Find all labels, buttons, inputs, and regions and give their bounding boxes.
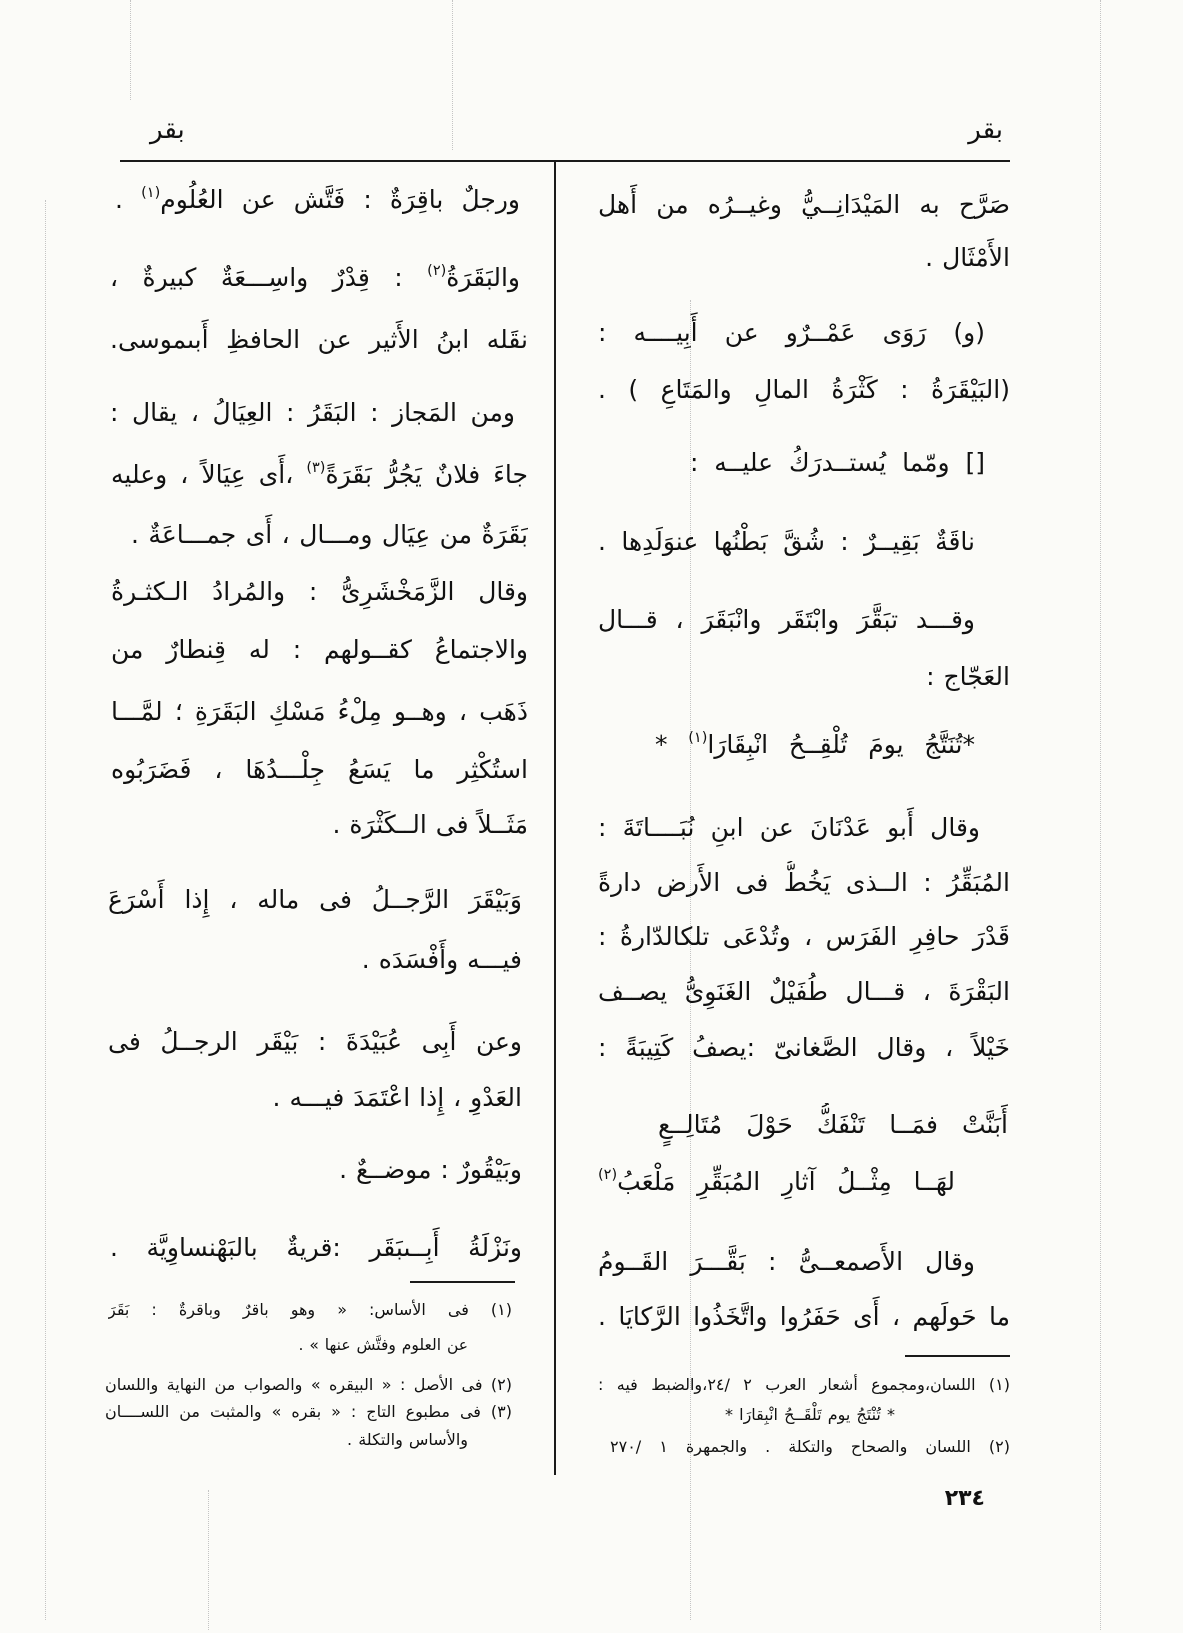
header-rule — [120, 160, 1010, 162]
footnote-marker: (١) — [141, 185, 161, 202]
footnote-marker: (١) — [688, 730, 708, 747]
line-text-end: ،أَى عِيَالاً ، وعليه — [111, 460, 307, 489]
text-line: الأَمْثَال . — [925, 243, 1010, 272]
footnote-line: والأساس والتكلة . — [347, 1430, 468, 1449]
text-line: فيـــه وأَفْسَدَه . — [361, 945, 522, 974]
footnote-marker: (٣) — [306, 460, 326, 477]
footnote-line: (٢) فى الأصل : « البيقره » والصواب من النهاية واللسان — [105, 1375, 512, 1394]
text-line: بَقَرَةٌ من عِيَال ومـــال ، أَى جمـــاعَةٌ . — [131, 520, 528, 549]
text-line: (البَيْقَرَةُ : كَثْرَةُ المالِ والمَتَاعِ ) . — [598, 375, 1010, 404]
text-line: وقـــد تبَقَّرَ وابْتَقَر وانْبَقَرَ ، قـــال — [598, 605, 975, 634]
footnote-line: (٣) فى مطبوع التاج : « بقره » والمثبت من اللســــان — [105, 1402, 512, 1421]
line-text: والبَقَرَةُ — [446, 263, 520, 292]
text-line: ناقَةٌ بَقِيــرٌ : شُقَّ بَطْنُها عنوَلَدِها . — [598, 527, 975, 556]
text-line: صَرَّح به المَيْدَانِــيُّ وغيــرُه من أَهل — [598, 190, 1010, 219]
footnote-line: * تُنْتَجُ يوم تَلْقَــحُ انْبِقارَا * — [725, 1405, 895, 1424]
verse-text: لهَــا مِثْــلُ آثارِ المُبَقِّرِ مَلْعَبُ — [617, 1167, 955, 1196]
text-line: المُبَقِّرُ : الــذى يَخُطُّ فى الأَرض دارةً — [598, 868, 1010, 897]
page-number: ٢٣٤ — [944, 1486, 985, 1511]
footnote-rule — [905, 1355, 1010, 1357]
text-line: والاجتماعُ كقــولهم : له قِنطارٌ من — [111, 635, 528, 664]
footnote-line: (١) اللسان،ومجموع أشعار العرب ٢ /٢٤،والضبط فيه : — [598, 1375, 1010, 1394]
text-line: ذَهَب ، وهــو مِلْءُ مَسْكِ البَقَرَةِ ؛ لمَّـــا — [111, 697, 528, 726]
text-line: ونَزْلَةُ أَبِــىبَقَر :قريةٌ بالبَهْنساوِيَّة . — [110, 1233, 522, 1262]
running-head-left: بقر — [150, 115, 185, 145]
text-line: [] ومّما يُستــدرَكُ عليــه : — [690, 448, 985, 477]
text-line: ما حَولَهم ، أَى حَفَرُوا واتَّخَذُوا الرَّكايَا . — [598, 1302, 1010, 1331]
verse-text-end: * — [655, 730, 689, 759]
scan-dotted-line — [1100, 0, 1101, 1630]
text-line — [115, 178, 520, 222]
text-line — [111, 453, 528, 497]
text-line: خَيْلاً ، وقال الصَّغانىّ :يصفُ كَتِيبَةً : — [598, 1033, 1010, 1062]
verse-line — [598, 1160, 955, 1204]
footnote-line: (١) فى الأساس: « وهو باقرٌ وباقرةٌ : بَقَرَ — [108, 1300, 512, 1319]
text-line: (و) رَوَى عَمْــرٌو عن أَبِيــــه : — [598, 318, 985, 347]
scan-dotted-line — [208, 1490, 209, 1630]
text-line: مَثَــلاً فى الــكَثْرَة . — [332, 810, 528, 839]
text-line: وعن أَبِى عُبَيْدَةَ : بَيْقَر الرجــلُ فى — [108, 1027, 522, 1056]
text-line: العَدْوِ ، إِذا اعْتَمَدَ فيـــه . — [272, 1083, 522, 1112]
text-line: البَقْرَةَ ، قـــال طُفَيْلٌ الغَنَوِىُّ يصــف — [598, 977, 1010, 1006]
footnote-marker: (٢) — [598, 1167, 618, 1184]
text-line: وقال الأَصمعــىُّ : بَقَّـــرَ القَــومُ — [598, 1247, 975, 1276]
text-line: نقَله ابنُ الأَثير عن الحافظِ أَبىموسى. — [110, 325, 528, 354]
text-line: العَجّاج : — [926, 662, 1010, 691]
text-line: ومن المَجاز : البَقَرُ : العِيَالُ ، يقال : — [110, 398, 515, 427]
text-line: وَبَيْقَرَ الرَّجــلُ فى ماله ، إِذا أَسْرَعَ — [108, 885, 522, 914]
verse-line: أَبَنَّتْ فمَــا تَنْفَكُّ حَوْلَ مُتَالِــعٍ — [658, 1110, 1008, 1139]
line-text: جاءَ فلانٌ يَجُرُّ بَقَرَةً — [325, 460, 528, 489]
scan-dotted-line — [45, 200, 46, 1620]
line-text-end: : قِدْرٌ واسِـــعَةٌ كبيرةٌ ، — [110, 263, 428, 292]
scan-dotted-line — [452, 0, 453, 150]
line-text: ورجلٌ باقِرَةٌ : فَتَّش عن العُلُوم — [160, 185, 520, 214]
line-text-end: . — [115, 185, 142, 214]
footnote-line: (٢) اللسان والصحاح والتكلة . والجمهرة ١ /٢٧٠ — [610, 1437, 1010, 1456]
verse-line — [655, 723, 975, 767]
text-line: وبَيْقُورٌ : موضــعٌ . — [339, 1155, 522, 1184]
footnote-marker: (٢) — [427, 263, 447, 280]
column-divider — [554, 162, 556, 1475]
footnote-line: عن العلوم وفتَّش عنها » . — [298, 1336, 468, 1354]
text-line: وقال أَبو عَدْنَانَ عن ابنِ نُبَــــاتَةَ : — [598, 813, 980, 842]
text-line: وقال الزَّمَخْشَرِىُّ : والمُرادُ الـكثـرةُ — [111, 577, 528, 606]
scan-dotted-line — [130, 0, 131, 100]
text-line — [110, 256, 520, 300]
text-line: استُكْثِر ما يَسَعُ جِلْـــدُهَا ، فَضَرَبُوه — [111, 755, 528, 784]
running-head-right: بقر — [968, 115, 1003, 145]
footnote-rule — [410, 1281, 515, 1283]
verse-text: *تُنَتَّجُ يومَ تُلْقِــحُ انْبِقَارَا — [707, 730, 975, 759]
text-line: قَدْرَ حافِرِ الفَرَس ، وتُدْعَى تلكالدّارةُ : — [598, 922, 1010, 951]
